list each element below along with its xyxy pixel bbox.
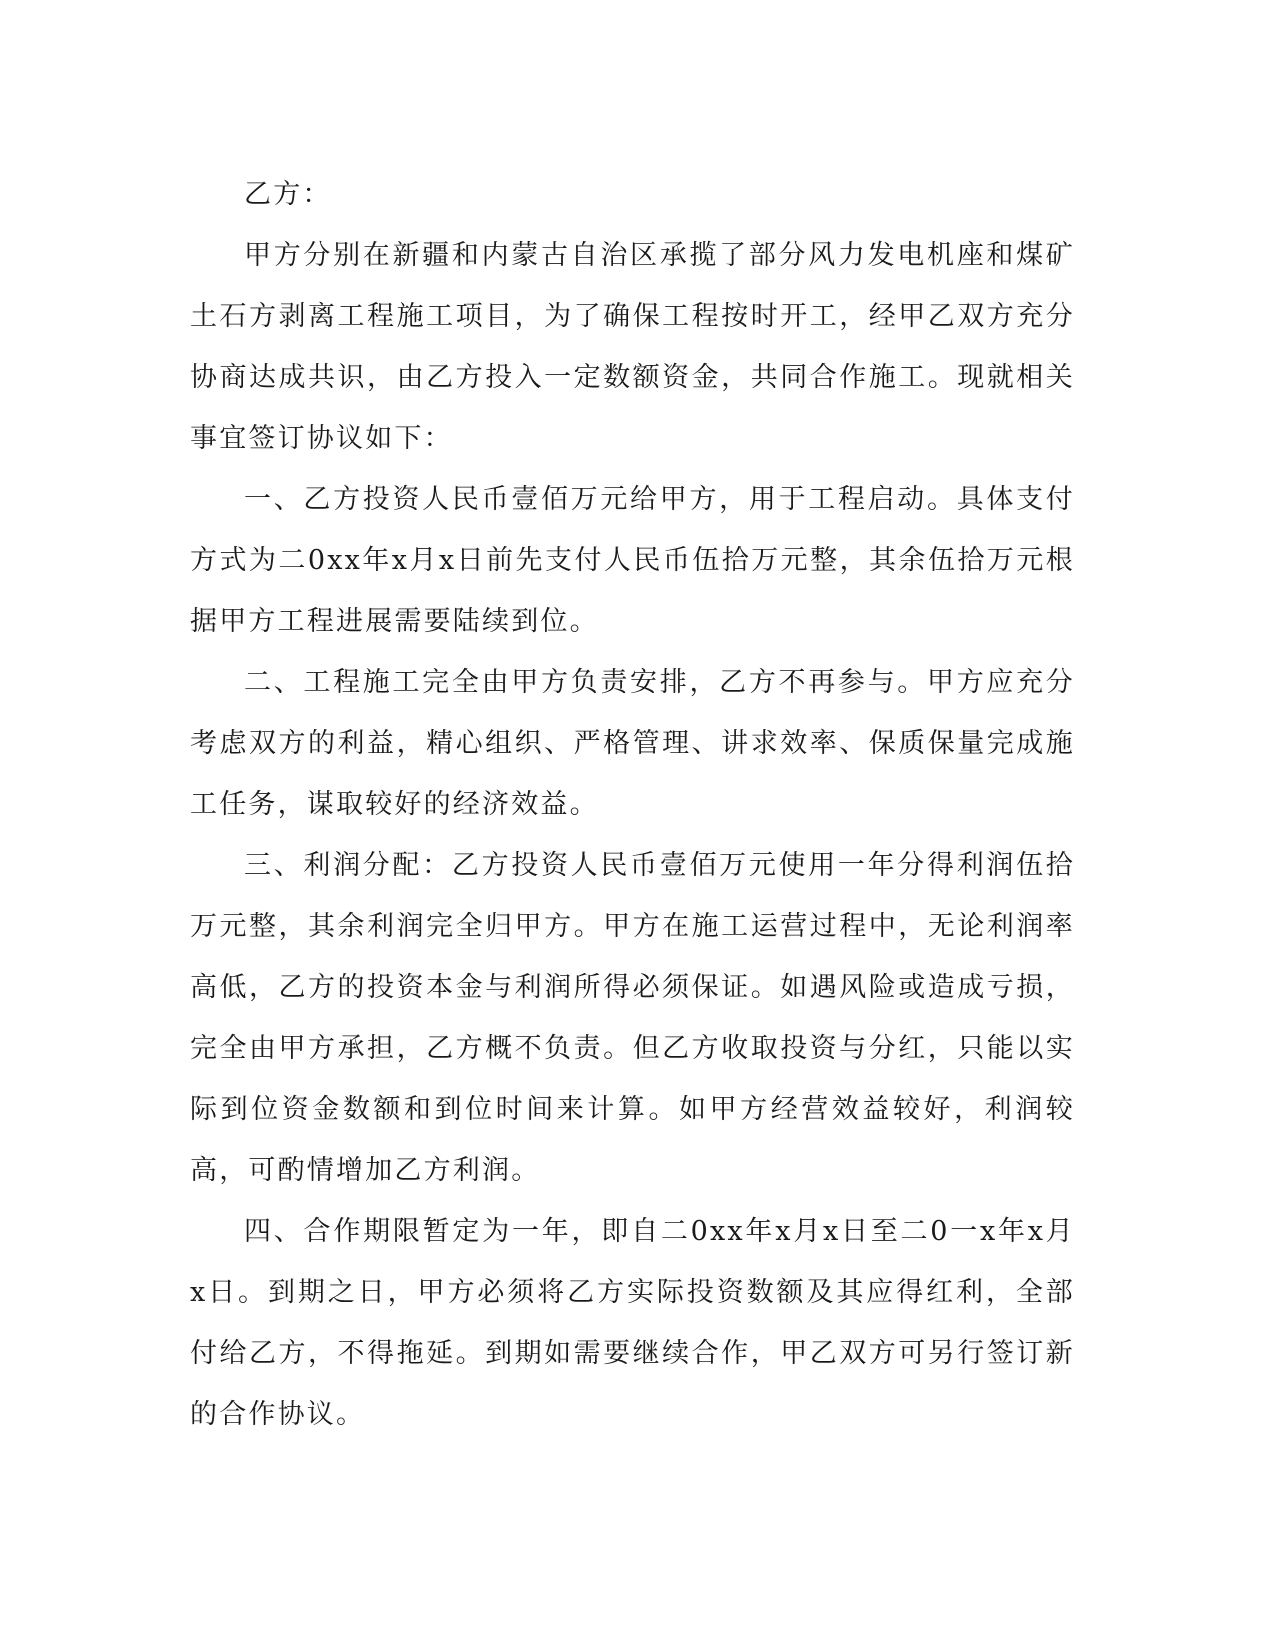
clause-2-construction: 二、工程施工完全由甲方负责安排，乙方不再参与。甲方应充分考虑双方的利益，精心组织、严格管理、讲求效率、保质保量完成施工任务，谋取较好的经济效益。 — [190, 667, 1075, 820]
addressee-line: 乙方： — [244, 179, 332, 210]
clause-4-cooperation-term: 四、合作期限暂定为一年，即自二0xx年x月x日至二0一x年x月x日。到期之日，甲方必须将乙方实际投资数额及其应得红利，全部付给乙方，不得拖延。到期如需要继续合作，甲乙双方可另行签订新的合作协议。 — [190, 1216, 1075, 1430]
agreement-body — [190, 164, 1075, 1445]
clause-1-investment: 一、乙方投资人民币壹佰万元给甲方，用于工程启动。具体支付方式为二0xx年x月x日前先支付人民币伍拾万元整，其余伍拾万元根据甲方工程进展需要陆续到位。 — [190, 484, 1075, 637]
clause-3-profit-distribution: 三、利润分配：乙方投资人民币壹佰万元使用一年分得利润伍拾万元整，其余利润完全归甲方。甲方在施工运营过程中，无论利润率高低，乙方的投资本金与利润所得必须保证。如遇风险或造成亏损，完全由甲方承担，乙方概不负责。但乙方收取投资与分红，只能以实际到位资金数额和到位时间来计算。如甲方经营效益较好，利润较高，可酌情增加乙方利润。 — [190, 850, 1075, 1186]
intro-paragraph: 甲方分别在新疆和内蒙古自治区承揽了部分风力发电机座和煤矿土石方剥离工程施工项目，为了确保工程按时开工，经甲乙双方充分协商达成共识，由乙方投入一定数额资金，共同合作施工。现就相关事宜签订协议如下： — [190, 240, 1075, 454]
